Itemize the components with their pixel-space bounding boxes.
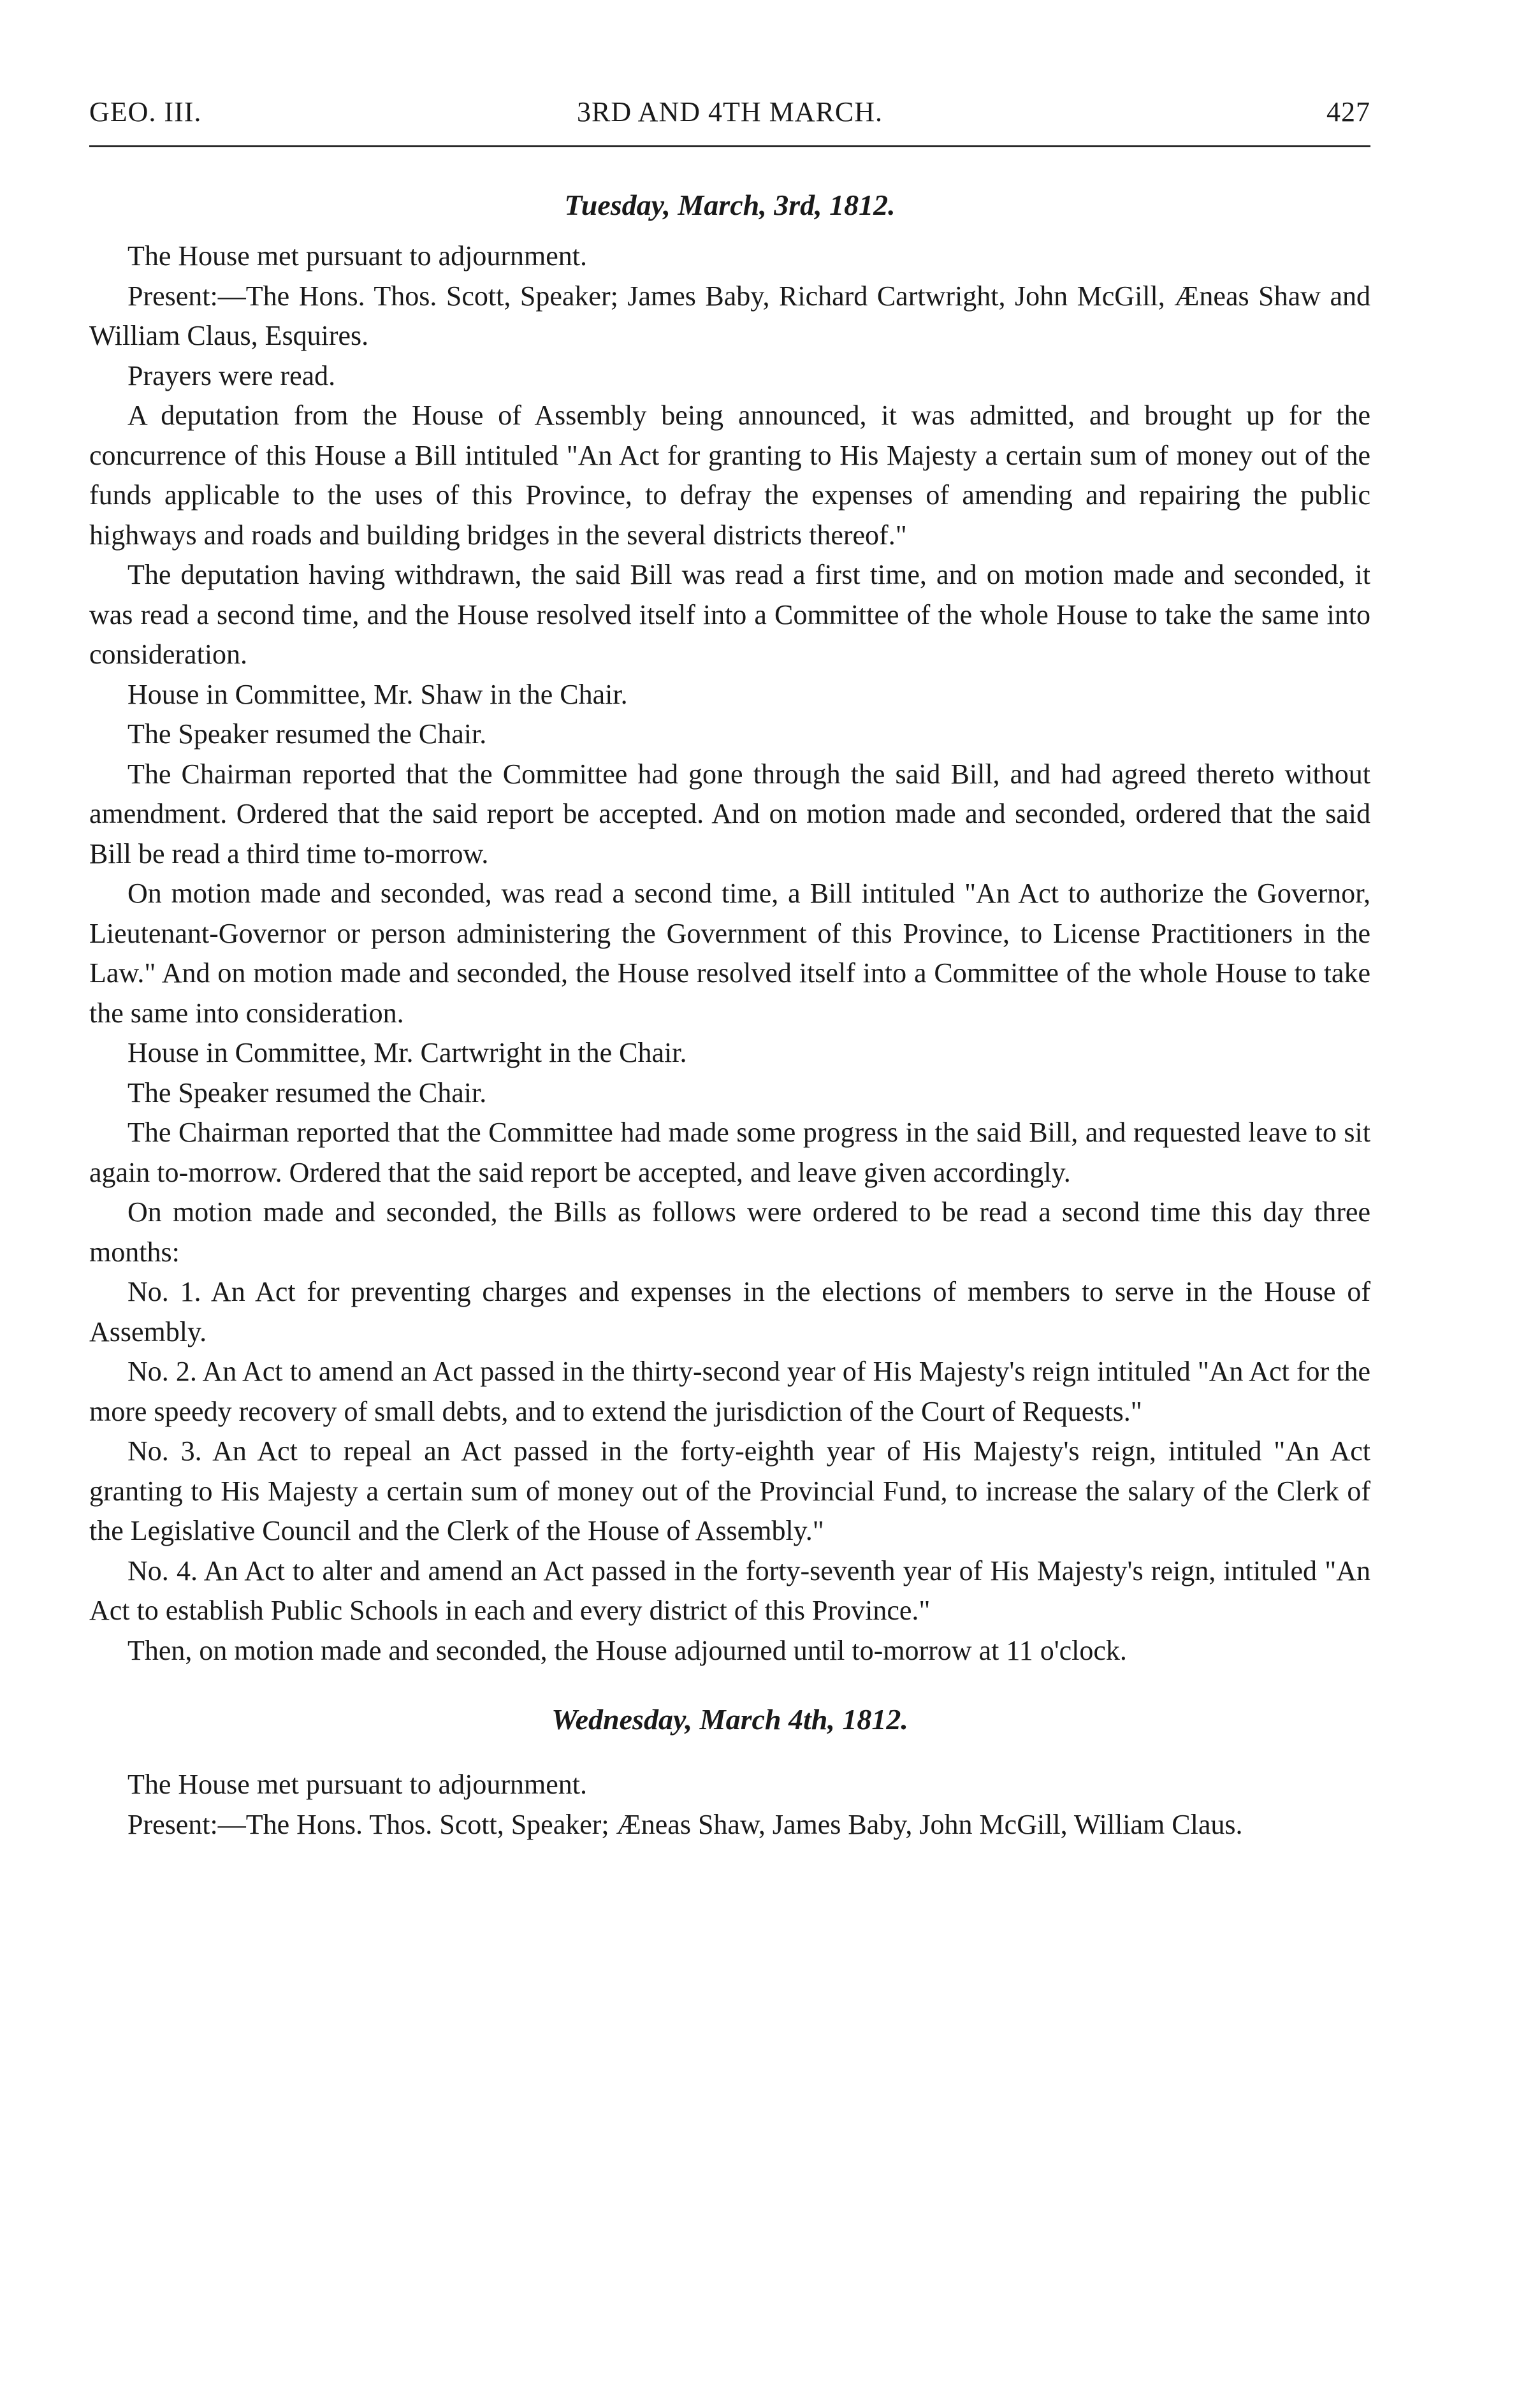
paragraph: On motion made and seconded, the Bills as follows were ordered to be read a second time this day three months: [89, 1196, 1370, 1268]
paragraph: Then, on motion made and seconded, the House adjourned until to-morrow at 11 o'clock. [127, 1634, 1127, 1666]
day2-proceedings [89, 1765, 1370, 1845]
journal-page [89, 96, 1370, 1845]
day1-proceedings [89, 236, 1370, 1671]
paragraph: The House met pursuant to adjournment. [127, 240, 587, 272]
running-head [89, 96, 1370, 140]
reign-label: GEO. III. [89, 96, 202, 127]
section-title: 3RD AND 4TH MARCH. [576, 96, 883, 127]
bill-item: No. 1. An Act for preventing charges and expenses in the elections of members to serve in the House of Assembly. [89, 1276, 1370, 1347]
paragraph: Present:—The Hons. Thos. Scott, Speaker; James Baby, Richard Cartwright, John McGill, Æneas Shaw and William Claus, Esquires. [89, 280, 1370, 351]
paragraph: Prayers were read. [127, 359, 336, 391]
paragraph: The Chairman reported that the Committee had made some progress in the said Bill, and requested leave to sit again to-morrow. Ordered that the said report be accepted, and leave given accordingly. [89, 1117, 1370, 1188]
header-rule [89, 145, 1370, 147]
paragraph: The Speaker resumed the Chair. [127, 1077, 487, 1108]
paragraph: A deputation from the House of Assembly being announced, it was admitted, and brought up for the concurrence of this House a Bill intituled "An Act for granting to His Majesty a certain sum of money out of the funds applicable to the uses of this Province, to defray the expenses of amending and repairing the public highways and roads and building bridges in the several districts thereof." [89, 400, 1370, 551]
bill-item: No. 3. An Act to repeal an Act passed in the forty-eighth year of His Majesty's reign, intituled "An Act granting to His Majesty a certain sum of money out of the Provincial Fund, to increase the salary of the Clerk of the Legislative Council and the Clerk of the House of Assembly." [89, 1435, 1370, 1546]
paragraph: House in Committee, Mr. Cartwright in the Chair. [127, 1037, 687, 1068]
paragraph: The deputation having withdrawn, the said Bill was read a first time, and on motion made and seconded, it was read a second time, and the House resolved itself into a Committee of the whole House to take the same into consideration. [89, 559, 1370, 670]
bill-item: No. 2. An Act to amend an Act passed in the thirty-second year of His Majesty's reign intituled "An Act for the more speedy recovery of small debts, and to extend the jurisdiction of the Court of Requests." [89, 1356, 1370, 1427]
bill-item: No. 4. An Act to alter and amend an Act passed in the forty-seventh year of His Majesty's reign, intituled "An Act to establish Public Schools in each and every district of this Province." [89, 1555, 1370, 1626]
page-number: 427 [1326, 96, 1370, 127]
paragraph: Present:—The Hons. Thos. Scott, Speaker; Æneas Shaw, James Baby, John McGill, William Claus. [127, 1808, 1243, 1840]
paragraph: The House met pursuant to adjournment. [127, 1769, 587, 1800]
paragraph: House in Committee, Mr. Shaw in the Chair. [127, 678, 628, 710]
day-heading-march-4: Wednesday, March 4th, 1812. [551, 1703, 908, 1736]
paragraph: On motion made and seconded, was read a second time, a Bill intituled "An Act to authorize the Governor, Lieutenant-Governor or person administering the Government of this Province, to License Practitioners in the Law." And on motion made and seconded, the House resolved itself into a Committee of the whole House to take the same into consideration. [89, 878, 1370, 1029]
paragraph: The Chairman reported that the Committee had gone through the said Bill, and had agreed thereto without amendment. Ordered that the said report be accepted. And on motion made and seconded, ordered that the said Bill be read a third time to-morrow. [89, 758, 1370, 869]
day-heading-march-3: Tuesday, March, 3rd, 1812. [564, 189, 896, 221]
paragraph: The Speaker resumed the Chair. [127, 718, 487, 750]
